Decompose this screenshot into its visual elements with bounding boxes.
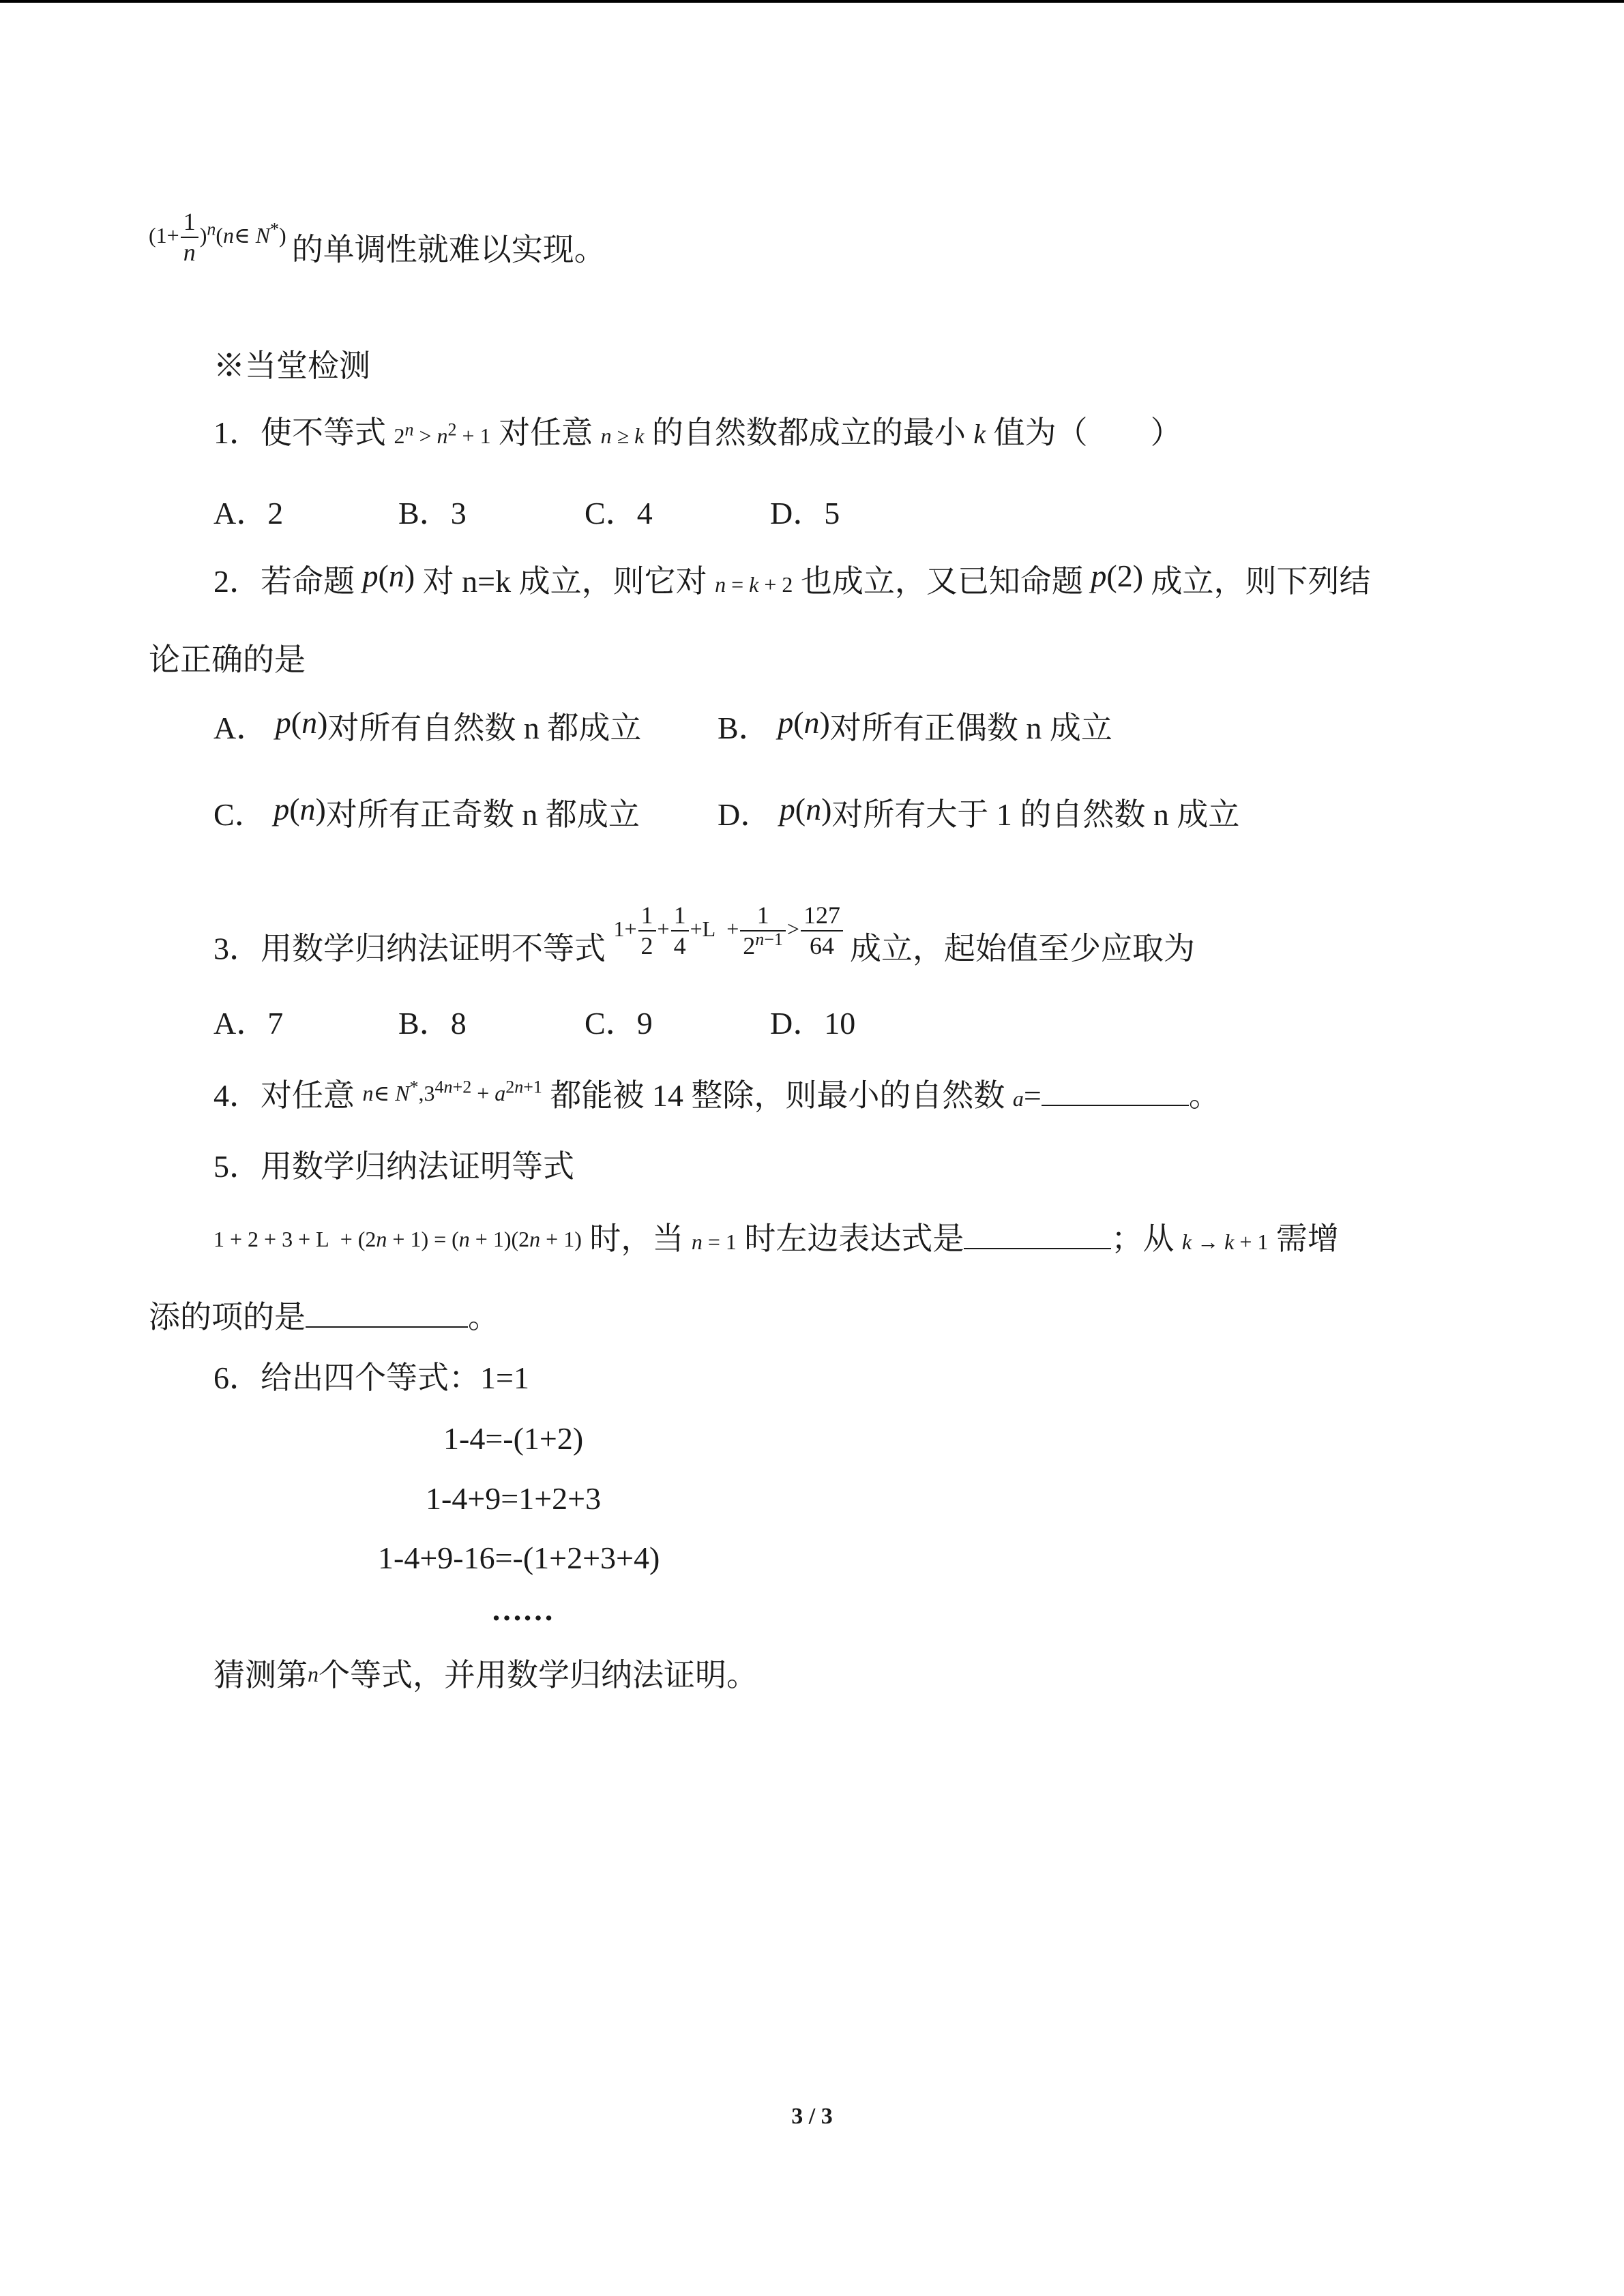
q2-p-n: p — [362, 558, 379, 593]
q1-option-b: B．3 — [398, 496, 467, 531]
q5-n-eq-1: n = 1 — [691, 1229, 737, 1254]
q1-inequality: $2^n > n^2 + 1$ — [394, 419, 491, 448]
q6-n: n — [308, 1662, 319, 1686]
q4-a: a — [1012, 1086, 1024, 1111]
q2-option-a: A． p(n)对所有自然数 n 都成立 — [213, 705, 642, 745]
q1-condition: n ≥ k — [600, 423, 645, 448]
question-5-cont: 添的项的是 。 — [149, 1300, 499, 1335]
q2-n-k2: n = k + 2 — [715, 572, 793, 597]
q2-p-2: p — [1091, 558, 1107, 593]
question-6: 6．给出四个等式：1=1 — [213, 1360, 529, 1395]
q6-ellipsis: …… — [491, 1592, 554, 1627]
q2-option-b: B． p(n)对所有正偶数 n 成立 — [718, 705, 1112, 745]
intro-text: 的单调性就难以实现。 — [291, 232, 606, 267]
page-number: 3 / 3 — [791, 2104, 833, 2129]
question-3: 3．用数学归纳法证明不等式 $^{1+ \frac{1}{2} + \frac{1}{4} +L + \frac{1}{2^{n-1}} > \frac{127}{64}}$ 成立，起始值至少应取为 — [213, 901, 1195, 966]
q6-equation-3: 1-4+9-16=-(1+2+3+4) — [378, 1540, 660, 1575]
q6-equation-1: 1-4=-(1+2) — [443, 1421, 584, 1456]
q5-answer-blank-1[interactable] — [964, 1221, 1111, 1249]
q3-option-d: D．10 — [770, 1006, 856, 1041]
q3-option-c: C．9 — [585, 1006, 653, 1041]
q4-answer-blank[interactable] — [1042, 1077, 1189, 1106]
section-title: ※当堂检测 — [213, 348, 370, 383]
question-5-equation-line: 1 + 2 + 3 + L + (2n + 1) = (n + 1)(2n + 1) 时，当 n = 1 时左边表达式是 ；从 k → k + 1 需增 — [213, 1221, 1339, 1256]
q6-equation-2: 1-4+9=1+2+3 — [426, 1481, 602, 1516]
question-1: 1．使不等式 $2^n > n^2 + 1$ 对任意 n ≥ k 的自然数都成立的最小 k 值为（ ） — [213, 415, 1182, 450]
q1-k: k — [973, 419, 986, 449]
intro-formula: (1+ 1 n )n(n∈ N*) — [149, 208, 292, 267]
question-6-cont: 猜测第n个等式，并用数学归纳法证明。 — [213, 1658, 758, 1693]
question-2: 2．若命题 p(n) 对 n=k 成立，则它对 n = k + 2 也成立，又已知命题 p(2) 成立，则下列结 — [213, 558, 1371, 599]
q3-option-b: B．8 — [398, 1006, 467, 1041]
question-2-cont: 论正确的是 — [149, 642, 306, 677]
question-4: 4．对任意 n∈ $N^*,3^{4n+2} + a^{2n+1}$ 都能被 14 整除，则最小的自然数 a= 。 — [213, 1077, 1220, 1113]
q3-option-a: A．7 — [213, 1006, 284, 1041]
q4-expression: n∈ $N^*,3^{4n+2} + a^{2n+1}$ — [362, 1077, 542, 1105]
q5-answer-blank-2[interactable] — [306, 1299, 468, 1328]
intro-line — [149, 208, 606, 285]
q5-equation: 1 + 2 + 3 + L + (2n + 1) = (n + 1)(2n + 1) — [213, 1227, 582, 1251]
q1-option-c: C．4 — [585, 496, 653, 531]
q2-option-d: D． p(n)对所有大于 1 的自然数 n 成立 — [718, 792, 1240, 832]
q1-option-d: D．5 — [770, 496, 840, 531]
question-5: 5．用数学归纳法证明等式 — [213, 1149, 574, 1184]
q3-inequality: 1+ 1 2 + 1 4 +L + 1 2n−1 > 127 64 — [614, 916, 850, 941]
q1-option-a: A．2 — [213, 496, 284, 531]
q5-k-to-k1: k → k + 1 — [1181, 1229, 1269, 1254]
q2-option-c: C． p(n)对所有正奇数 n 都成立 — [213, 792, 640, 832]
